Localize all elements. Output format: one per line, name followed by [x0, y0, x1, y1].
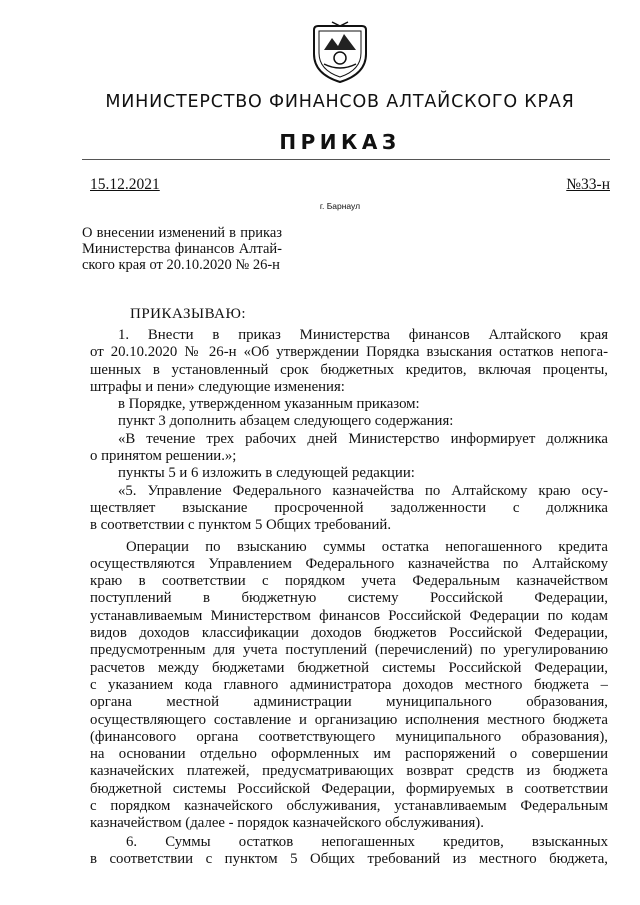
order-number: №33-н: [566, 176, 610, 193]
body-line: от 20.10.2020 № 26-н «Об утверждении Порядка взыскания остатков непога-: [90, 344, 608, 361]
body-line: казначейских платежей, предусматривающих возврат средств из бюджета: [90, 763, 608, 780]
body-line: шенных в установленный срок бюджетных кредитов, включая проценты,: [90, 361, 608, 378]
body-line: в соответствии с пунктом 5 Общих требований из местного бюджета,: [90, 850, 608, 867]
body-line: штрафы и пени» следующие изменения:: [90, 378, 345, 395]
body-line: «5. Управление Федерального казначейства по Алтайскому краю осу-: [118, 482, 608, 499]
body-line: предусмотренным для учета поступлений (перечислений) по урегулированию: [90, 642, 608, 659]
header-divider: [82, 159, 610, 160]
order-body: [90, 327, 608, 868]
body-line: с указанием кода главного администратора доходов местного бюджета –: [90, 676, 608, 693]
body-line: на основании отдельно оформленных им распоряжений о совершении: [90, 746, 608, 763]
body-line: осуществляющего составление и организацию исполнения местного бюджета: [90, 711, 608, 728]
order-title: ПРИКАЗ: [279, 130, 401, 154]
body-line: органа местной администрации муниципального образования,: [90, 694, 608, 711]
body-line: 1. Внести в приказ Министерства финансов Алтайского края: [118, 327, 608, 343]
body-line: «В течение трех рабочих дней Министерство информирует должника: [118, 430, 608, 447]
body-line: казначейством (далее - порядок казначейского обслуживания).: [90, 815, 484, 832]
body-line: 6. Суммы остатков непогашенных кредитов, взысканных: [126, 833, 608, 850]
body-line: Операции по взысканию суммы остатка непогашенного кредита: [126, 538, 608, 555]
body-line: видов доходов классификации доходов бюджетов Российской Федерации,: [90, 625, 608, 642]
subject-line: ского края от 20.10.2020 № 26-н: [82, 257, 280, 273]
coat-of-arms-icon: [310, 20, 370, 84]
body-line: осуществляются Управлением Федерального казначейства по Алтайскому: [90, 555, 608, 572]
body-line: поступлений в бюджетную систему Российской Федерации,: [90, 590, 608, 607]
body-line: краю в соответствии с порядком учета Федеральным казначейством: [90, 573, 608, 590]
body-line: устанавливаемым Министерством финансов Российской Федерации по кодам: [90, 607, 608, 624]
order-subject: [82, 225, 282, 273]
order-city: г. Барнаул: [319, 201, 361, 211]
subject-line: Министерства финансов Алтай-: [82, 241, 282, 257]
body-line: расчетов между бюджетами бюджетной системы Российской Федерации,: [90, 659, 608, 676]
body-line: с порядком казначейского обслуживания, устанавливаемым Федеральным: [90, 798, 608, 815]
order-date: 15.12.2021: [90, 176, 160, 193]
ministry-name: МИНИСТЕРСТВО ФИНАНСОВ АЛТАЙСКОГО КРАЯ: [105, 92, 575, 112]
body-line: пункт 3 дополнить абзацем следующего содержания:: [118, 413, 454, 430]
body-line: (финансового органа соответствующего муниципального образования),: [90, 728, 608, 745]
body-line: пункты 5 и 6 изложить в следующей редакции:: [118, 465, 415, 482]
decree-word: ПРИКАЗЫВАЮ:: [130, 306, 247, 322]
body-line: в соответствии с пунктом 5 Общих требований.: [90, 517, 392, 534]
body-line: ществляет взыскание просроченной задолженности с должника: [90, 499, 608, 516]
body-line: о принятом решении.»;: [90, 448, 237, 465]
subject-line: О внесении изменений в приказ: [82, 225, 282, 241]
body-line: в Порядке, утвержденном указанным приказом:: [118, 396, 420, 413]
body-line: бюджетной системы Российской Федерации, формируемых в соответствии: [90, 780, 608, 797]
